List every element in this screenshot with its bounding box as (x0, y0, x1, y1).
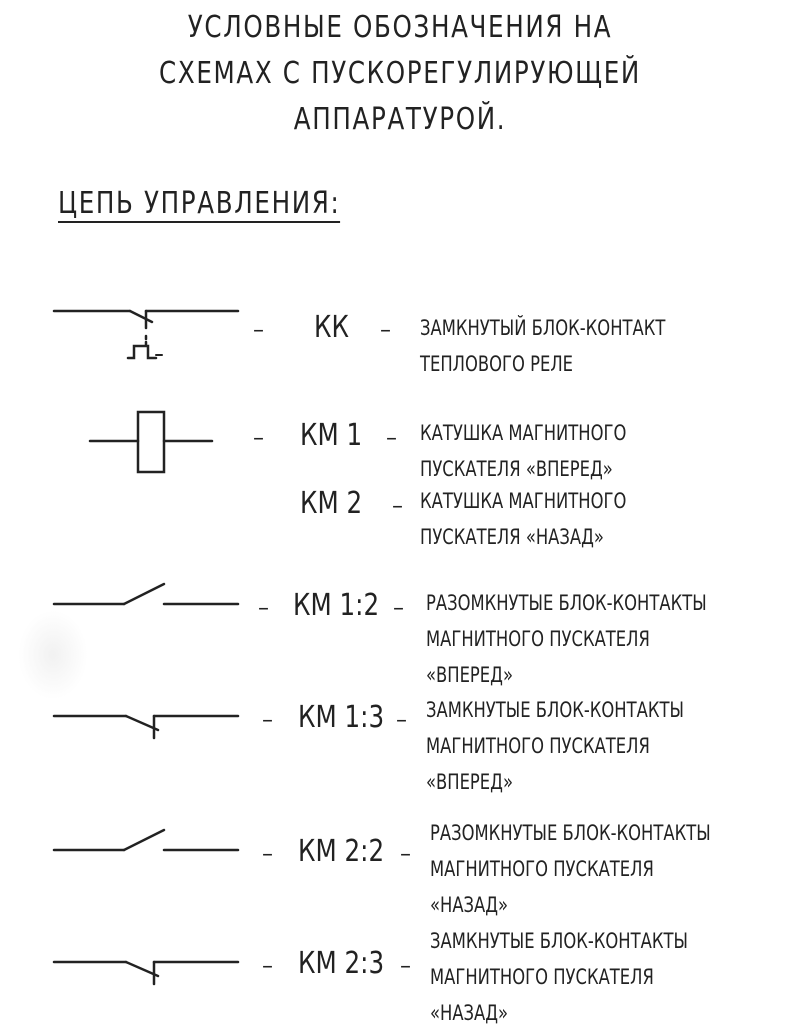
description-line: МАГНИТНОГО ПУСКАТЕЛЯ (430, 965, 654, 989)
description-line: МАГНИТНОГО ПУСКАТЕЛЯ (426, 734, 650, 758)
item-description (420, 483, 626, 555)
separator-dash: – (262, 708, 273, 733)
item-code: КМ 2:2 (298, 834, 385, 869)
description-line: «НАЗАД» (430, 1001, 509, 1025)
description-line: «НАЗАД» (430, 893, 509, 917)
title-line-2: СХЕМАХ С ПУСКОРЕГУЛИРУЮЩЕЙ (159, 56, 641, 91)
separator-dash: – (393, 596, 404, 621)
no-contact-icon (54, 584, 238, 604)
thermal-relay-nc-contact-icon (54, 311, 238, 358)
description-line: КАТУШКА МАГНИТНОГО (420, 421, 627, 445)
description-line: ЗАМКНУТЫЕ БЛОК-КОНТАКТЫ (430, 929, 688, 953)
description-line: КАТУШКА МАГНИТНОГО (420, 489, 627, 513)
item-description (426, 692, 684, 800)
item-description (420, 310, 665, 382)
no-contact-icon (54, 830, 238, 850)
coil-icon (90, 412, 212, 472)
nc-contact-icon (54, 716, 238, 738)
separator-dash: – (400, 842, 411, 867)
description-line: ПУСКАТЕЛЯ «НАЗАД» (420, 525, 604, 549)
description-line: РАЗОМКНУТЫЕ БЛОК-КОНТАКТЫ (426, 591, 707, 615)
separator-dash: – (258, 596, 269, 621)
item-code: КМ 1:3 (298, 700, 385, 735)
item-description (420, 415, 626, 487)
title-line-3: АППАРАТУРОЙ. (293, 102, 507, 137)
separator-dash: – (380, 318, 391, 343)
title-line-1: УСЛОВНЫЕ ОБОЗНАЧЕНИЯ НА (187, 10, 613, 45)
description-line: РАЗОМКНУТЫЕ БЛОК-КОНТАКТЫ (430, 821, 711, 845)
item-code: КМ 1:2 (293, 588, 380, 623)
item-description (430, 923, 688, 1031)
item-code: КМ 1 (300, 418, 363, 453)
description-line: ПУСКАТЕЛЯ «ВПЕРЕД» (420, 457, 613, 481)
item-description (430, 815, 711, 923)
nc-contact-icon (54, 962, 238, 984)
description-line: «ВПЕРЕД» (426, 770, 513, 794)
item-description (426, 585, 707, 693)
separator-dash: – (253, 426, 264, 451)
section-heading: ЦЕПЬ УПРАВЛЕНИЯ: (58, 186, 341, 221)
separator-dash: – (392, 494, 403, 519)
description-line: МАГНИТНОГО ПУСКАТЕЛЯ (426, 627, 650, 651)
item-code: КМ 2:3 (298, 946, 385, 981)
separator-dash: – (262, 954, 273, 979)
separator-dash: – (386, 426, 397, 451)
description-line: ЗАМКНУТЫЙ БЛОК-КОНТАКТ (420, 316, 666, 340)
description-line: МАГНИТНОГО ПУСКАТЕЛЯ (430, 857, 654, 881)
separator-dash: – (400, 954, 411, 979)
description-line: «ВПЕРЕД» (426, 663, 513, 687)
item-code: КМ 2 (300, 486, 363, 521)
separator-dash: – (253, 318, 264, 343)
description-line: ЗАМКНУТЫЕ БЛОК-КОНТАКТЫ (426, 698, 684, 722)
item-code: КК (314, 310, 349, 345)
description-line: ТЕПЛОВОГО РЕЛЕ (420, 352, 574, 376)
separator-dash: – (396, 708, 407, 733)
separator-dash: – (262, 842, 273, 867)
